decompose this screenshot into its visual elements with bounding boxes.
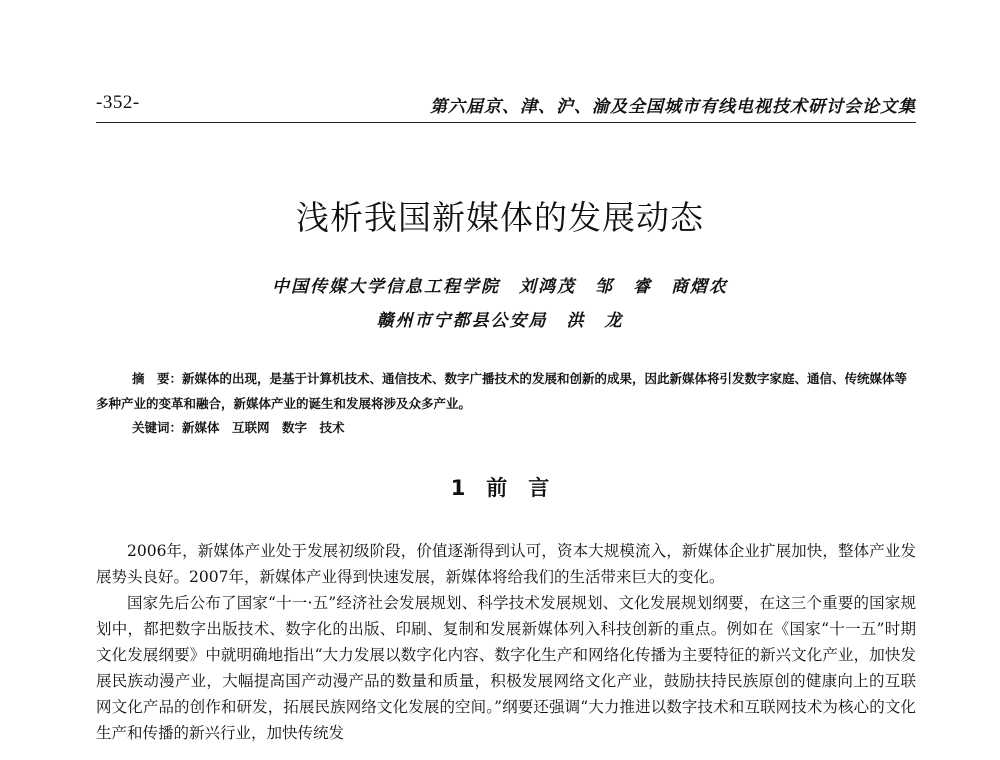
body-text (96, 538, 916, 746)
article-title: 浅析我国新媒体的发展动态 (296, 198, 704, 237)
running-title: 第六届京、津、沪、渝及全国城市有线电视技术研讨会论文集 (430, 97, 916, 117)
page-header (96, 92, 916, 120)
abstract: 摘 要：新媒体的出现，是基于计算机技术、通信技术、数字广播技术的发展和创新的成果，因此新媒体将引发数字家庭、通信、传统媒体等多种产业的变革和融合，新媒体产业的诞生和发展将涉及众多产业。 (96, 371, 908, 411)
author-affiliation-line-2: 赣州市宁都县公安局 洪 龙 (376, 311, 624, 331)
page-number: -352- (96, 92, 140, 113)
author-affiliation-line-1: 中国传媒大学信息工程学院 刘鸿茂 邹 睿 商熠农 (272, 277, 728, 297)
keywords: 关键词：新媒体 互联网 数字 技术 (132, 420, 345, 435)
section-heading: 1 前 言 (450, 476, 550, 500)
body-paragraph: 2006年，新媒体产业处于发展初级阶段，价值逐渐得到认可，资本大规模流入，新媒体企业扩展加快，整体产业发展势头良好。2007年，新媒体产业得到快速发展，新媒体将给我们的生活带来巨大的变化。 (96, 542, 916, 586)
header-divider (96, 122, 916, 123)
body-paragraph: 国家先后公布了国家“十一·五”经济社会发展规划、科学技术发展规划、文化发展规划纲要，在这三个重要的国家规划中，都把数字出版技术、数字化的出版、印刷、复制和发展新媒体列入科技创新的重点。例如在《国家“十一五”时期文化发展纲要》中就明确地指出“大力发展以数字化内容、数字化生产和网络化传播为主要特征的新兴文化产业，加快发展民族动漫产业，大幅提高国产动漫产品的数量和质量，积极发展网络文化产业，鼓励扶持民族原创的健康向上的互联网文化产品的创作和研发，拓展民族网络文化发展的空间。”纲要还强调“大力推进以数字技术和互联网技术为核心的文化生产和传播的新兴行业，加快传统发 (96, 594, 916, 742)
